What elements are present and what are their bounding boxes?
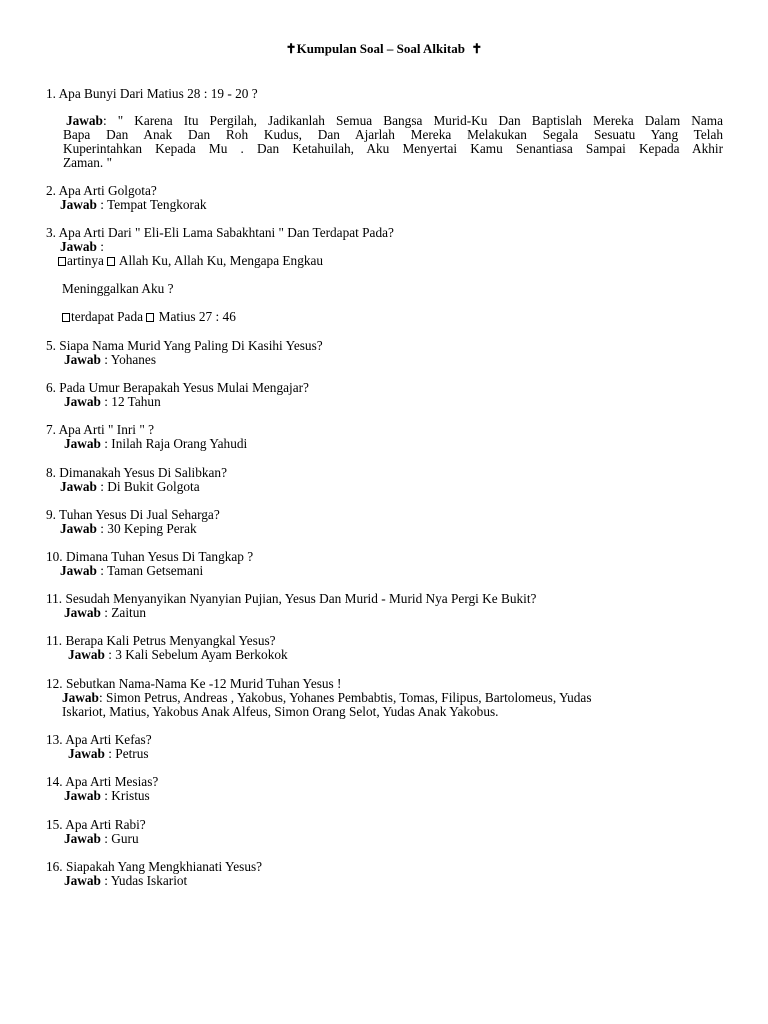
question-text: 11. Sesudah Menyanyikan Nyanyian Pujian, Yesus Dan Murid - Murid Nya Pergi Ke Bukit? [46, 591, 537, 606]
answer-label: Jawab [62, 690, 99, 705]
checkbox-icon [62, 313, 70, 322]
answer-line [68, 648, 726, 662]
question-block-1 [46, 87, 726, 101]
answer-text: : Inilah Raja Orang Yahudi [100, 436, 248, 451]
question-text: 5. Siapa Nama Murid Yang Paling Di Kasihi Yesus? [46, 338, 323, 353]
answer-label: Jawab [68, 647, 105, 662]
answer-line [58, 254, 726, 268]
checkbox-icon [107, 257, 115, 266]
answer-text: : Yudas Iskariot [100, 873, 188, 888]
answer-line [64, 606, 726, 620]
answer-label: Jawab [60, 521, 97, 536]
answer-label: Jawab [60, 479, 97, 494]
answer-label: Jawab [64, 394, 101, 409]
answer-line [68, 747, 726, 761]
answer-text: : 3 Kali Sebelum Ayam Berkokok [104, 647, 288, 662]
question-text: 8. Dimanakah Yesus Di Salibkan? [46, 465, 227, 480]
question-block-5 [46, 339, 726, 367]
answer-label: Jawab [68, 746, 105, 761]
answer-line [60, 240, 726, 254]
answer-text: : Simon Petrus, Andreas , Yakobus, Yohanes Pembabtis, Tomas, Filipus, Bartolomeus, Yudas [98, 690, 592, 705]
question-text: 7. Apa Arti " Inri " ? [46, 422, 154, 437]
answer-line: Meninggalkan Aku ? [62, 281, 174, 296]
answer-text: : 12 Tahun [100, 394, 161, 409]
answer-line: Zaman. " [63, 155, 112, 170]
question-block-15 [46, 818, 726, 846]
answer-text: : Zaitun [100, 605, 147, 620]
question-text: 3. Apa Arti Dari " Eli-Eli Lama Sabakhtani " Dan Terdapat Pada? [46, 225, 394, 240]
cross-icon: ✝ [471, 41, 483, 56]
question-block-12 [46, 677, 726, 719]
answer-label: Jawab [60, 563, 97, 578]
answer-line [60, 564, 726, 578]
question-text: 2. Apa Arti Golgota? [46, 183, 157, 198]
question-text: 1. Apa Bunyi Dari Matius 28 : 19 - 20 ? [46, 86, 258, 101]
answer-line [60, 522, 726, 536]
question-text: 11. Berapa Kali Petrus Menyangkal Yesus? [46, 633, 276, 648]
answer-line [64, 789, 726, 803]
answer-line [62, 310, 726, 324]
question-block-7 [46, 423, 726, 451]
answer-text: artinya [67, 253, 108, 268]
question-block-8 [46, 466, 726, 494]
question-block-3 [46, 226, 726, 268]
answer-line [60, 198, 726, 212]
answer-label: Jawab [64, 873, 101, 888]
answer-label: Jawab [66, 113, 103, 128]
answer-label: Jawab [64, 605, 101, 620]
answer-line [62, 691, 726, 705]
answer-label: Jawab [64, 352, 101, 367]
question-block-14 [46, 775, 726, 803]
answer-text: : " Karena Itu Pergilah, Jadikanlah Semua Bangsa Murid-Ku Dan Baptislah Mereka Dalam Nama [102, 113, 723, 128]
answer-line [64, 874, 726, 888]
question-block-2 [46, 184, 726, 212]
question-block-9 [46, 508, 726, 536]
answer-line [63, 114, 723, 128]
answer-label: Jawab [64, 788, 101, 803]
question-block-13 [46, 733, 726, 761]
question-text: 9. Tuhan Yesus Di Jual Seharga? [46, 507, 220, 522]
answer-text: : [96, 239, 104, 254]
answer-block-3b [46, 282, 726, 296]
title-text: Kumpulan Soal – Soal Alkitab [296, 41, 465, 56]
answer-text: : Taman Getsemani [96, 563, 204, 578]
answer-block-3c [46, 310, 726, 324]
answer-text: : Petrus [104, 746, 149, 761]
answer-text: : Yohanes [100, 352, 156, 367]
answer-text: : Di Bukit Golgota [96, 479, 200, 494]
answer-line [64, 437, 726, 451]
answer-label: Jawab [64, 831, 101, 846]
question-text: 6. Pada Umur Berapakah Yesus Mulai Mengajar? [46, 380, 309, 395]
question-text: 12. Sebutkan Nama-Nama Ke -12 Murid Tuhan Yesus ! [46, 676, 342, 691]
checkbox-icon [58, 257, 66, 266]
question-block-6 [46, 381, 726, 409]
question-block-16 [46, 860, 726, 888]
answer-line [64, 395, 726, 409]
answer-text: : Tempat Tengkorak [96, 197, 207, 212]
answer-line: Kuperintahkan Kepada Mu . Dan Ketahuilah, Aku Menyertai Kamu Senantiasa Sampai Kepada Akhir [63, 141, 723, 156]
question-text: 16. Siapakah Yang Mengkhianati Yesus? [46, 859, 263, 874]
answer-text: Allah Ku, Allah Ku, Mengapa Engkau [116, 253, 324, 268]
question-text: 14. Apa Arti Mesias? [46, 774, 159, 789]
checkbox-icon [146, 313, 154, 322]
question-block-11b [46, 634, 726, 662]
page-title [0, 42, 768, 56]
answer-label: Jawab [64, 436, 101, 451]
answer-text: : 30 Keping Perak [96, 521, 197, 536]
question-block-10 [46, 550, 726, 578]
answer-line: Iskariot, Matius, Yakobus Anak Alfeus, Simon Orang Selot, Yudas Anak Yakobus. [62, 704, 499, 719]
answer-label: Jawab [60, 197, 97, 212]
question-text: 15. Apa Arti Rabi? [46, 817, 146, 832]
answer-line: Bapa Dan Anak Dan Roh Kudus, Dan Ajarlah Mereka Melakukan Segala Sesuatu Yang Telah [63, 127, 723, 142]
answer-line [60, 480, 726, 494]
answer-text: : Guru [100, 831, 139, 846]
answer-block-1 [46, 114, 726, 170]
cross-icon: ✝ [285, 41, 297, 56]
answer-text: terdapat Pada [71, 309, 147, 324]
answer-label: Jawab [60, 239, 97, 254]
question-text: 10. Dimana Tuhan Yesus Di Tangkap ? [46, 549, 254, 564]
question-block-11a [46, 592, 726, 620]
question-text: 13. Apa Arti Kefas? [46, 732, 152, 747]
answer-line [64, 353, 726, 367]
answer-text: : Kristus [100, 788, 150, 803]
answer-line [64, 832, 726, 846]
answer-text: Matius 27 : 46 [155, 309, 236, 324]
